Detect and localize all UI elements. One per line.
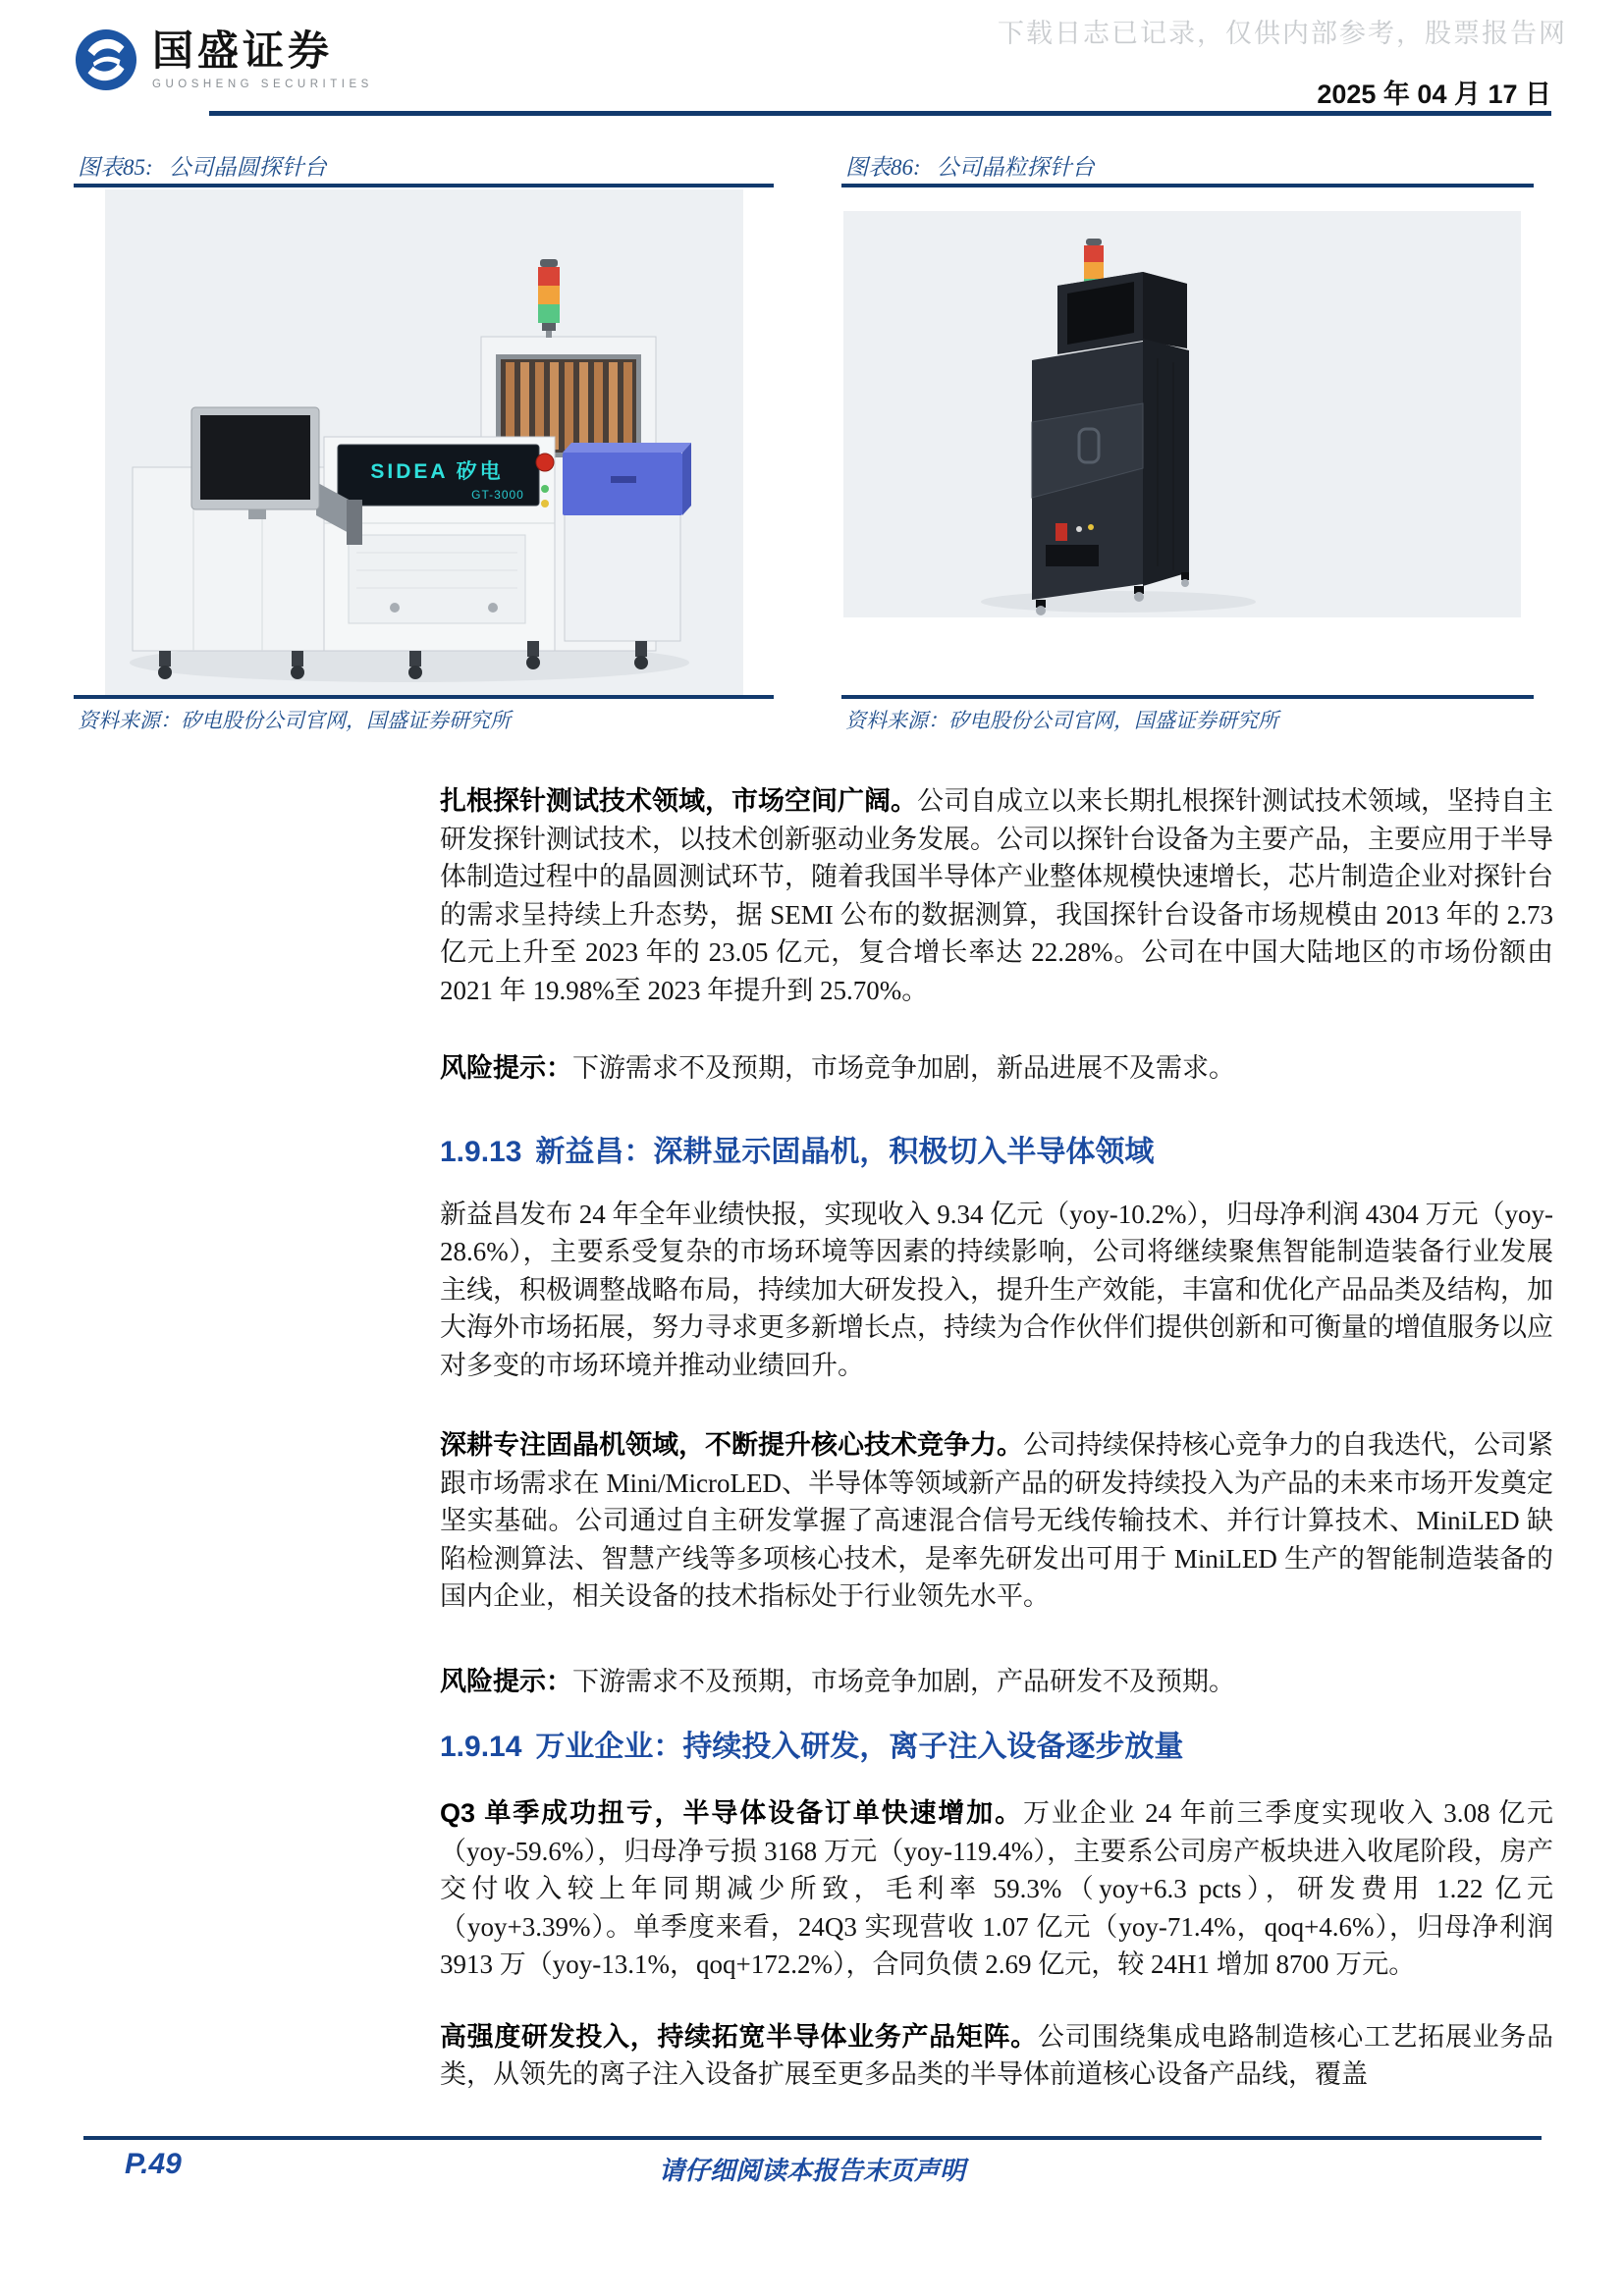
body-paragraph [440,782,1553,1009]
figure85-image [105,189,743,697]
brand-logo [74,27,373,92]
brand-name-en: GUOSHENG SECURITIES [152,79,373,90]
risk-text: 下游需求不及预期，市场竞争加剧，新品进展不及需求。 [572,1053,1235,1083]
paragraph-text: 公司围绕集成电路制造核心工艺拓展业务品类，从领先的离子注入设备扩展至更多品类的半导体前道核心设备产品线，覆盖 [440,2021,1554,2089]
figure85-caption [74,149,774,182]
risk-text: 下游需求不及预期，市场竞争加剧，产品研发不及预期。 [572,1666,1235,1696]
figure86-bottom-rule [841,695,1534,699]
header-divider [209,111,1551,116]
report-body [440,782,1553,2094]
report-date: 2025 年 04 月 17 日 [1317,80,1551,109]
figure-85 [74,149,774,732]
section-heading-1913 [440,1131,1553,1174]
body-paragraph [440,2018,1553,2094]
power-switch [1056,523,1067,541]
die-prober-illustration [843,211,1521,617]
risk-note [440,1049,1553,1088]
body-paragraph [440,1426,1553,1616]
paragraph-lead: 扎根探针测试技术领域，市场空间广阔。 [440,786,917,816]
figure85-caption-title: 公司晶圆探针台 [168,155,327,180]
brand-logo-text [152,27,373,90]
footer-divider [83,2136,1542,2140]
watermark-text: 下载日志已记录，仅供内部参考，股票报告网 [998,19,1567,48]
monitor-screen [200,415,310,500]
figure-86 [841,149,1534,732]
figure85-caption-rule [74,184,774,187]
section-number: 1.9.13 [440,1135,522,1168]
page-number: P.49 [125,2148,182,2180]
figure85-bottom-rule [74,695,774,699]
section-number: 1.9.14 [440,1731,522,1763]
body-paragraph [440,1794,1553,1984]
paragraph-text: 公司自成立以来长期扎根探针测试技术领域，坚持自主研发探针测试技术，以技术创新驱动业务发展。公司以探针台设备为主要产品，主要应用于半导体制造过程中的晶圆测试环节，随着我国半导体产业整体规模快速增长，芯片制造企业对探针台的需求呈持续上升态势，据 SEMI 公布的数据测算，我国探针台设备市场规模由 2013 年的 2.73 亿元上升至 2023 年的 23.05 亿元，复合增长率达 22.28%。公司在中国大陆地区的市场份额由 2021 年 19.98%至 2023 年提升到 25.70%。 [440,786,1553,1005]
figure86-image [843,211,1521,617]
wafer-prober-illustration [105,189,743,697]
figure85-source: 资料来源：矽电股份公司官网，国盛证券研究所 [78,709,511,732]
figure86-caption [841,149,1534,182]
footer-notice: 请仔细阅读本报告末页声明 [658,2157,965,2185]
figure86-source: 资料来源：矽电股份公司官网，国盛证券研究所 [845,709,1278,732]
body-paragraph [440,1196,1553,1385]
paragraph-text: 公司持续保持核心竞争力的自我迭代，公司紧跟市场需求在 Mini/MicroLED、半导体等领域新产品的研发持续投入为产品的未来市场开发奠定坚实基础。公司通过自主研发掌握了高速混合信号无线传输技术、并行计算技术、MiniLED 缺陷检测算法、智慧产线等多项核心技术，是率先研发出可用于 MiniLED 生产的智能制造装备的国内企业，相关设备的技术指标处于行业领先水平。 [440,1430,1553,1611]
section-heading-1914 [440,1726,1553,1769]
risk-lead: 风险提示： [440,1666,572,1696]
brand-name-cn: 国盛证券 [152,27,334,74]
signal-tower-light [538,259,560,338]
paragraph-text: 新益昌发布 24 年全年业绩快报，实现收入 9.34 亿元（yoy-10.2%），归母净利润 4304 万元（yoy-28.6%），主要系受复杂的市场环境等因素的持续影响，公司将继续聚焦智能制造装备行业发展主线，积极调整战略布局，持续加大研发投入，提升生产效能，丰富和优化产品品类及结构，加大海外市场拓展，努力寻求更多新增长点，持续为合作伙伴们提供创新和可衡量的增值服务以应对多变的市场环境并推动业绩回升。 [440,1199,1553,1380]
figure85-caption-label: 图表85: [78,155,153,180]
machine-brand-label: SIDEA 矽电 [370,460,504,483]
section-title: 新益昌：深耕显示固晶机，积极切入半导体领域 [535,1135,1155,1168]
section-title: 万业企业：持续投入研发，离子注入设备逐步放量 [535,1731,1184,1763]
paragraph-text: 万业企业 24 年前三季度实现收入 3.08 亿元（yoy-59.6%），归母净亏损 3168 万元（yoy-119.4%），主要系公司房产板块进入收尾阶段，房产交付收入较上年同期减少所致，毛利率 59.3%（yoy+6.3 pcts），研发费用 1.22 亿元（yoy+3.39%）。单季度来看，24Q3 实现营收 1.07 亿元（yoy-71.4%，qoq+4.6%），归母净利润 3913 万（yoy-13.1%，qoq+172.2%），合同负债 2.69 亿元，较 24H1 增加 8700 万元。 [440,1798,1554,1979]
emergency-stop-button [536,454,554,471]
guosheng-logo-icon [74,27,138,92]
figure86-caption-rule [841,184,1534,187]
figure86-caption-label: 图表86: [845,155,921,180]
figure86-caption-title: 公司晶粒探针台 [936,155,1095,180]
paragraph-lead: 深耕专注固晶机领域，不断提升核心技术竞争力。 [440,1430,1023,1460]
paragraph-lead: 高强度研发投入，持续拓宽半导体业务产品矩阵。 [440,2021,1038,2052]
risk-note [440,1663,1553,1701]
risk-lead: 风险提示： [440,1053,572,1083]
paragraph-lead: Q3 单季成功扭亏，半导体设备订单快速增加。 [440,1798,1024,1828]
machine-model-label: GT-3000 [471,488,524,502]
